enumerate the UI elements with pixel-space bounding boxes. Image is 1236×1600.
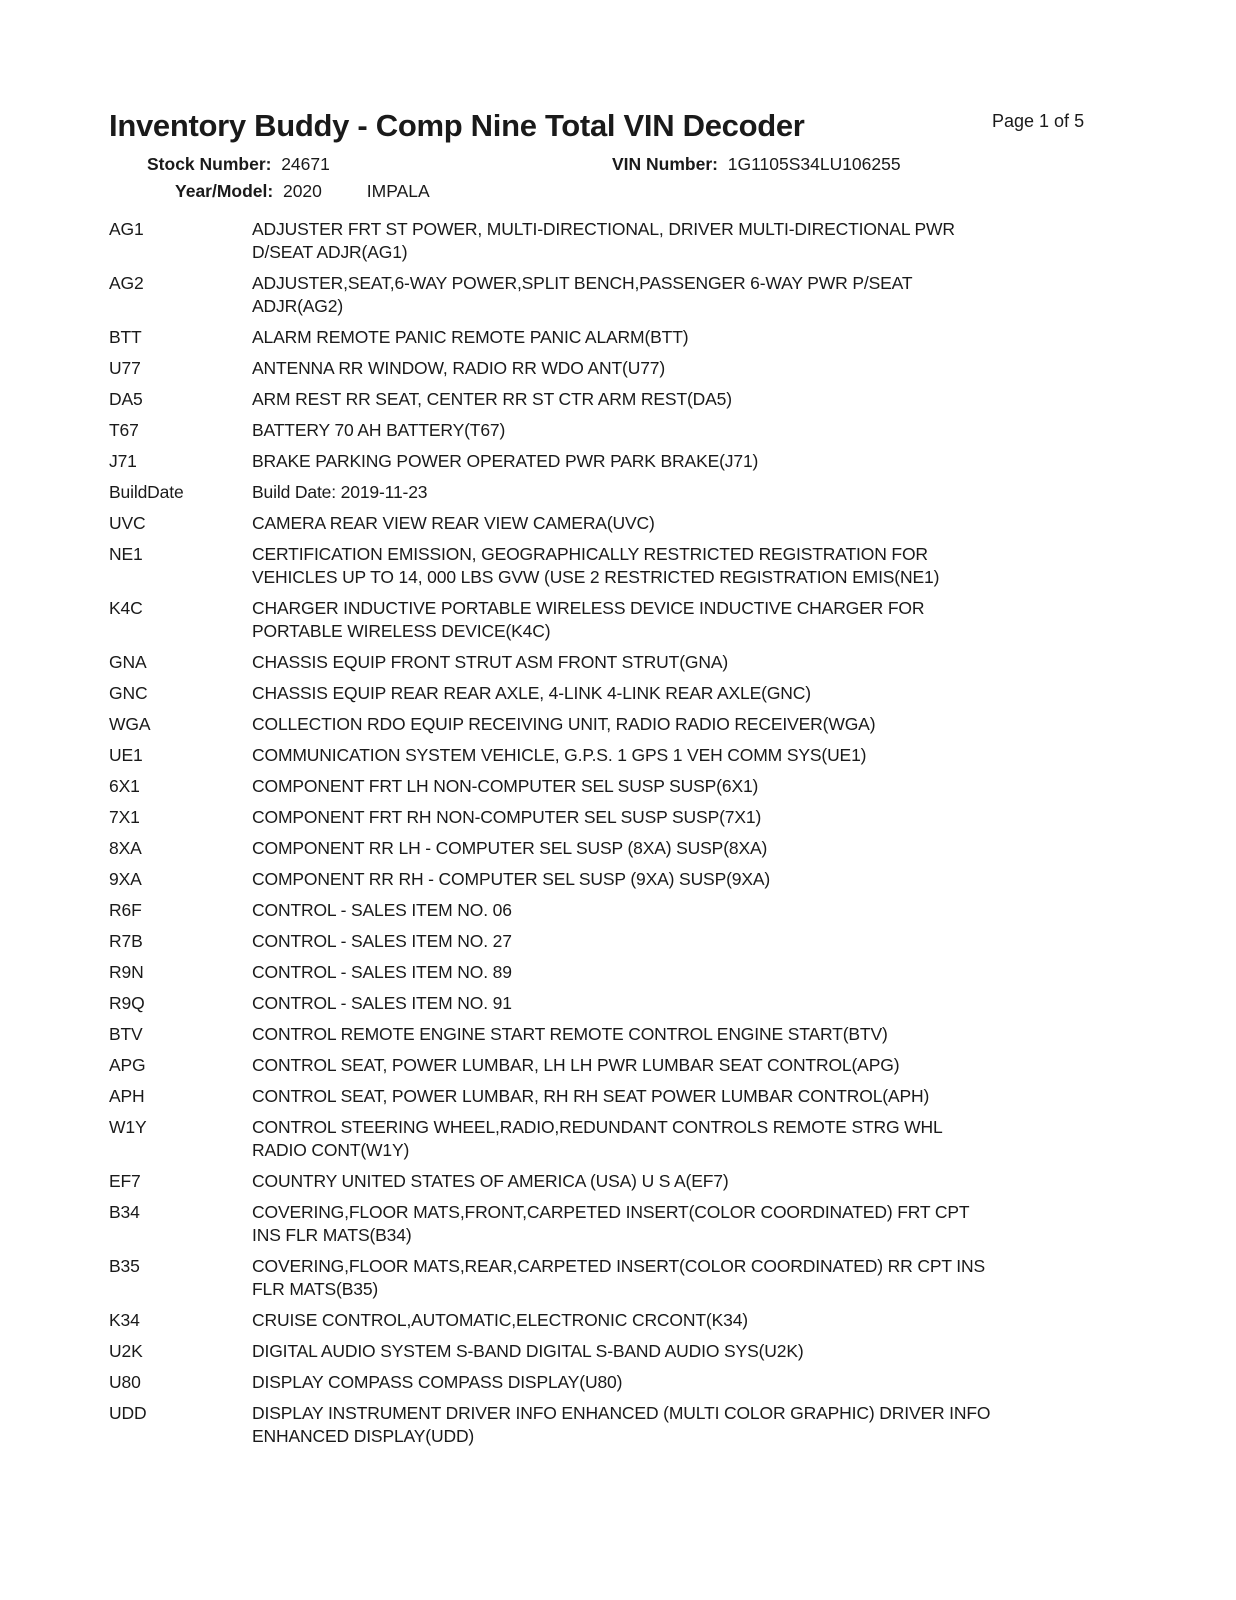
- option-code: EF7: [109, 1171, 141, 1191]
- option-row: [109, 1340, 1119, 1371]
- description-line: D/SEAT ADJR(AG1): [252, 242, 408, 262]
- option-description: [252, 1201, 1119, 1247]
- option-row: [109, 992, 1119, 1023]
- description-line: Build Date: 2019-11-23: [252, 482, 428, 502]
- option-description: [252, 899, 1119, 922]
- option-description: [252, 1054, 1119, 1077]
- option-row: [109, 775, 1119, 806]
- option-row: [109, 1371, 1119, 1402]
- option-row: [109, 597, 1119, 651]
- option-code: W1Y: [109, 1117, 147, 1137]
- description-line: CONTROL - SALES ITEM NO. 89: [252, 962, 512, 982]
- option-row: [109, 1023, 1119, 1054]
- description-line: CONTROL SEAT, POWER LUMBAR, LH LH PWR LUMBAR SEAT CONTROL(APG): [252, 1055, 900, 1075]
- option-code: NE1: [109, 544, 143, 564]
- option-code: K34: [109, 1310, 140, 1330]
- option-description: [252, 651, 1119, 674]
- stock-number-value: 24671: [281, 154, 330, 174]
- option-row: [109, 868, 1119, 899]
- option-row: [109, 450, 1119, 481]
- option-code-list: [109, 218, 1119, 1456]
- description-line: CONTROL - SALES ITEM NO. 27: [252, 931, 512, 951]
- option-code: BTT: [109, 327, 142, 347]
- option-row: [109, 651, 1119, 682]
- option-code: UDD: [109, 1403, 147, 1423]
- option-code: 8XA: [109, 838, 142, 858]
- option-code: GNA: [109, 652, 147, 672]
- option-row: [109, 713, 1119, 744]
- option-code: 7X1: [109, 807, 140, 827]
- option-row: [109, 1085, 1119, 1116]
- description-line: CERTIFICATION EMISSION, GEOGRAPHICALLY RESTRICTED REGISTRATION FOR: [252, 544, 928, 564]
- option-row: [109, 218, 1119, 272]
- option-row: [109, 961, 1119, 992]
- description-line: COVERING,FLOOR MATS,FRONT,CARPETED INSERT(COLOR COORDINATED) FRT CPT: [252, 1202, 970, 1222]
- option-code: U80: [109, 1372, 141, 1392]
- option-row: [109, 272, 1119, 326]
- option-row: [109, 326, 1119, 357]
- option-code: AG2: [109, 273, 144, 293]
- year-model: [175, 181, 430, 202]
- vin-number-value: 1G1105S34LU106255: [727, 154, 901, 174]
- option-description: [252, 388, 1119, 411]
- option-description: [252, 775, 1119, 798]
- option-description: [252, 450, 1119, 473]
- option-description: [252, 357, 1119, 380]
- option-row: [109, 1201, 1119, 1255]
- model-value: IMPALA: [366, 181, 430, 201]
- option-code: DA5: [109, 389, 143, 409]
- description-line: CHARGER INDUCTIVE PORTABLE WIRELESS DEVICE INDUCTIVE CHARGER FOR: [252, 598, 925, 618]
- option-description: [252, 806, 1119, 829]
- description-line: BRAKE PARKING POWER OPERATED PWR PARK BRAKE(J71): [252, 451, 759, 471]
- option-code: AG1: [109, 219, 144, 239]
- option-description: [252, 1340, 1119, 1363]
- option-description: [252, 1085, 1119, 1108]
- option-description: [252, 961, 1119, 984]
- description-line: COLLECTION RDO EQUIP RECEIVING UNIT, RADIO RADIO RECEIVER(WGA): [252, 714, 876, 734]
- option-row: [109, 543, 1119, 597]
- description-line: CRUISE CONTROL,AUTOMATIC,ELECTRONIC CRCONT(K34): [252, 1310, 748, 1330]
- option-description: [252, 744, 1119, 767]
- description-line: ADJUSTER FRT ST POWER, MULTI-DIRECTIONAL, DRIVER MULTI-DIRECTIONAL PWR: [252, 219, 955, 239]
- description-line: CONTROL - SALES ITEM NO. 06: [252, 900, 512, 920]
- option-row: [109, 837, 1119, 868]
- description-line: CHASSIS EQUIP REAR REAR AXLE, 4-LINK 4-LINK REAR AXLE(GNC): [252, 683, 811, 703]
- stock-number-label: Stock Number:: [147, 154, 272, 174]
- option-row: [109, 744, 1119, 775]
- option-code: B34: [109, 1202, 140, 1222]
- description-line: BATTERY 70 AH BATTERY(T67): [252, 420, 506, 440]
- option-code: UE1: [109, 745, 143, 765]
- option-code: U77: [109, 358, 141, 378]
- option-description: [252, 868, 1119, 891]
- option-code: 6X1: [109, 776, 140, 796]
- year-model-label: Year/Model:: [175, 181, 274, 201]
- description-line: ARM REST RR SEAT, CENTER RR ST CTR ARM REST(DA5): [252, 389, 732, 409]
- option-description: [252, 543, 1119, 589]
- description-line: ADJR(AG2): [252, 296, 344, 316]
- option-code: BuildDate: [109, 482, 184, 502]
- option-row: [109, 682, 1119, 713]
- page-number: Page 1 of 5: [992, 111, 1085, 131]
- option-row: [109, 899, 1119, 930]
- option-description: [252, 713, 1119, 736]
- option-description: [252, 1309, 1119, 1332]
- description-line: COMMUNICATION SYSTEM VEHICLE, G.P.S. 1 GPS 1 VEH COMM SYS(UE1): [252, 745, 867, 765]
- description-line: CAMERA REAR VIEW REAR VIEW CAMERA(UVC): [252, 513, 655, 533]
- description-line: ANTENNA RR WINDOW, RADIO RR WDO ANT(U77): [252, 358, 666, 378]
- option-description: [252, 992, 1119, 1015]
- option-description: [252, 837, 1119, 860]
- description-line: CONTROL - SALES ITEM NO. 91: [252, 993, 512, 1013]
- option-description: [252, 930, 1119, 953]
- option-description: [252, 419, 1119, 442]
- description-line: DIGITAL AUDIO SYSTEM S-BAND DIGITAL S-BAND AUDIO SYS(U2K): [252, 1341, 804, 1361]
- option-code: GNC: [109, 683, 148, 703]
- option-description: [252, 326, 1119, 349]
- option-code: APH: [109, 1086, 145, 1106]
- description-line: ENHANCED DISPLAY(UDD): [252, 1426, 475, 1446]
- option-description: [252, 682, 1119, 705]
- option-row: [109, 419, 1119, 450]
- document-title: Inventory Buddy - Comp Nine Total VIN Decoder: [109, 108, 805, 143]
- description-line: INS FLR MATS(B34): [252, 1225, 412, 1245]
- option-description: [252, 1255, 1119, 1301]
- option-code: BTV: [109, 1024, 143, 1044]
- description-line: COMPONENT FRT LH NON-COMPUTER SEL SUSP SUSP(6X1): [252, 776, 759, 796]
- description-line: ADJUSTER,SEAT,6-WAY POWER,SPLIT BENCH,PASSENGER 6-WAY PWR P/SEAT: [252, 273, 913, 293]
- option-code: T67: [109, 420, 139, 440]
- stock-number: [147, 154, 330, 175]
- option-row: [109, 481, 1119, 512]
- option-row: [109, 806, 1119, 837]
- option-code: UVC: [109, 513, 146, 533]
- option-row: [109, 1402, 1119, 1456]
- description-line: DISPLAY COMPASS COMPASS DISPLAY(U80): [252, 1372, 623, 1392]
- description-line: CONTROL REMOTE ENGINE START REMOTE CONTROL ENGINE START(BTV): [252, 1024, 888, 1044]
- option-row: [109, 357, 1119, 388]
- description-line: CONTROL SEAT, POWER LUMBAR, RH RH SEAT POWER LUMBAR CONTROL(APH): [252, 1086, 930, 1106]
- option-description: [252, 272, 1119, 318]
- option-description: [252, 481, 1119, 504]
- option-row: [109, 512, 1119, 543]
- description-line: DISPLAY INSTRUMENT DRIVER INFO ENHANCED (MULTI COLOR GRAPHIC) DRIVER INFO: [252, 1403, 991, 1423]
- option-description: [252, 1402, 1119, 1448]
- option-code: K4C: [109, 598, 143, 618]
- option-row: [109, 388, 1119, 419]
- option-description: [252, 1170, 1119, 1193]
- option-row: [109, 1309, 1119, 1340]
- option-code: APG: [109, 1055, 146, 1075]
- option-description: [252, 1023, 1119, 1046]
- description-line: RADIO CONT(W1Y): [252, 1140, 410, 1160]
- description-line: FLR MATS(B35): [252, 1279, 379, 1299]
- option-code: R9N: [109, 962, 144, 982]
- vin-number: [612, 154, 901, 175]
- vin-number-label: VIN Number:: [612, 154, 718, 174]
- description-line: COMPONENT RR LH - COMPUTER SEL SUSP (8XA) SUSP(8XA): [252, 838, 768, 858]
- option-row: [109, 1116, 1119, 1170]
- option-code: R9Q: [109, 993, 145, 1013]
- description-line: COUNTRY UNITED STATES OF AMERICA (USA) U S A(EF7): [252, 1171, 729, 1191]
- option-row: [109, 1255, 1119, 1309]
- description-line: CHASSIS EQUIP FRONT STRUT ASM FRONT STRUT(GNA): [252, 652, 729, 672]
- description-line: COVERING,FLOOR MATS,REAR,CARPETED INSERT(COLOR COORDINATED) RR CPT INS: [252, 1256, 986, 1276]
- description-line: PORTABLE WIRELESS DEVICE(K4C): [252, 621, 551, 641]
- option-description: [252, 1371, 1119, 1394]
- description-line: COMPONENT FRT RH NON-COMPUTER SEL SUSP SUSP(7X1): [252, 807, 762, 827]
- option-row: [109, 1170, 1119, 1201]
- option-code: 9XA: [109, 869, 142, 889]
- option-row: [109, 1054, 1119, 1085]
- option-description: [252, 597, 1119, 643]
- option-code: U2K: [109, 1341, 143, 1361]
- option-description: [252, 1116, 1119, 1162]
- option-description: [252, 512, 1119, 535]
- option-code: B35: [109, 1256, 140, 1276]
- description-line: ALARM REMOTE PANIC REMOTE PANIC ALARM(BTT): [252, 327, 689, 347]
- option-description: [252, 218, 1119, 264]
- option-row: [109, 930, 1119, 961]
- option-code: J71: [109, 451, 137, 471]
- year-value: 2020: [282, 181, 322, 201]
- option-code: R7B: [109, 931, 143, 951]
- description-line: COMPONENT RR RH - COMPUTER SEL SUSP (9XA) SUSP(9XA): [252, 869, 771, 889]
- description-line: VEHICLES UP TO 14, 000 LBS GVW (USE 2 RESTRICTED REGISTRATION EMIS(NE1): [252, 567, 940, 587]
- option-code: R6F: [109, 900, 142, 920]
- description-line: CONTROL STEERING WHEEL,RADIO,REDUNDANT CONTROLS REMOTE STRG WHL: [252, 1117, 943, 1137]
- option-code: WGA: [109, 714, 151, 734]
